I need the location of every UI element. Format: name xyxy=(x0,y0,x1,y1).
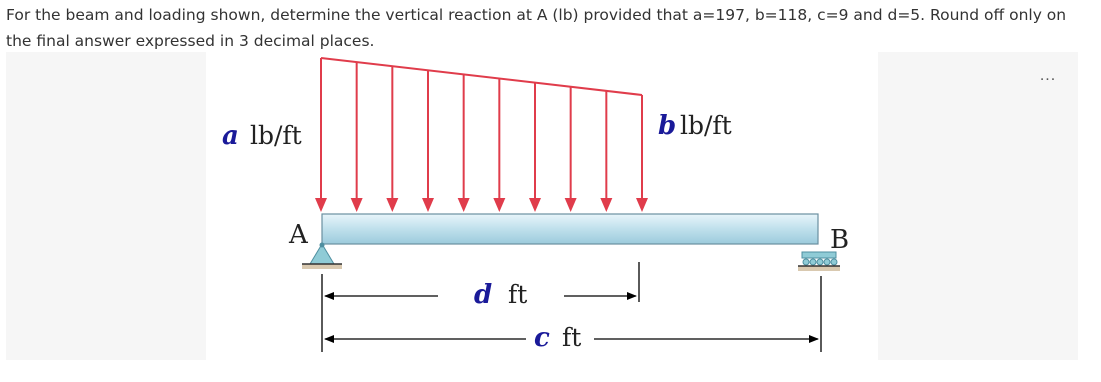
support-b-label: B xyxy=(830,225,850,255)
load-right-symbol: b xyxy=(658,111,677,141)
beam-diagram xyxy=(206,52,878,360)
load-arrow-head xyxy=(351,198,363,212)
load-arrow-head xyxy=(315,198,327,212)
dim-c-unit: ft xyxy=(562,323,582,352)
load-arrow-head xyxy=(386,198,398,212)
figure-right-margin xyxy=(878,52,1078,360)
beam xyxy=(322,214,818,244)
question-text: For the beam and loading shown, determine the vertical reaction at A (lb) provided that a=197, b=118, c=9 and d=5. Round off only on the final answer expressed in 3 decimal places. xyxy=(6,6,1067,50)
figure-left-margin xyxy=(6,52,206,360)
dim-c-symbol: c xyxy=(534,323,550,353)
load-left-unit: lb/ft xyxy=(250,121,302,150)
load-left-symbol: a xyxy=(222,121,239,151)
load-arrows xyxy=(315,58,648,212)
load-arrow-head xyxy=(493,198,505,212)
load-arrow-head xyxy=(600,198,612,212)
more-options-button[interactable]: ... xyxy=(1039,67,1057,84)
distributed-load xyxy=(315,58,648,212)
support-a-label: A xyxy=(289,220,308,250)
dim-d-symbol: d xyxy=(474,280,493,310)
load-arrow-head xyxy=(422,198,434,212)
load-arrow-head xyxy=(529,198,541,212)
load-arrow-head xyxy=(565,198,577,212)
pin-support-a xyxy=(302,243,342,270)
beam-figure xyxy=(206,52,878,360)
load-arrow-head xyxy=(458,198,470,212)
load-right-unit: lb/ft xyxy=(680,111,732,140)
load-top-line xyxy=(321,58,642,95)
load-arrow-head xyxy=(636,198,648,212)
dim-d-unit: ft xyxy=(508,280,528,309)
